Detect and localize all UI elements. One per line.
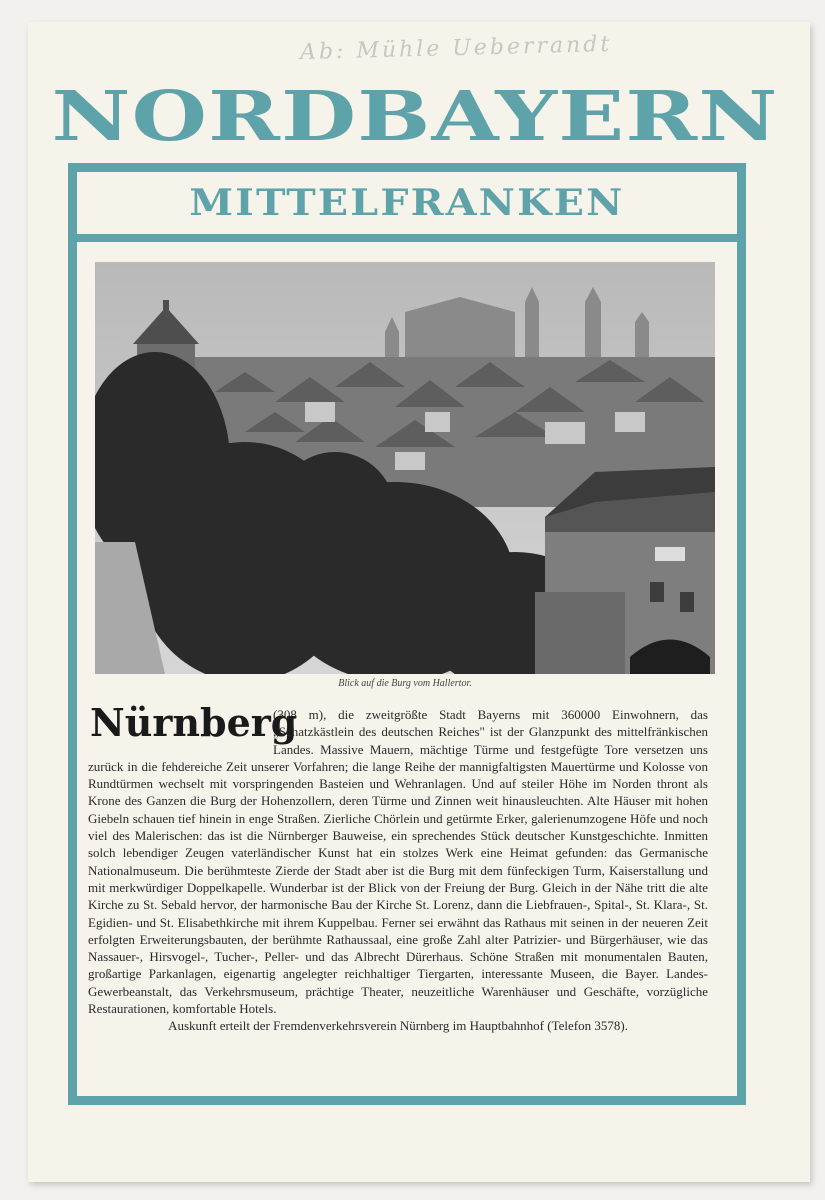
city-photo [95,262,715,674]
heading-spacer [88,706,273,754]
contact-line: Auskunft erteilt der Fremdenverkehrsverein Nürnberg im Hauptbahnhof (Telefon 3578). [168,1018,628,1034]
description-paragraph: (308 m), die zweitgrößte Stadt Bayerns mit 360000 Einwohnern, das „Schatzkästlein des deutschen Reiches" ist der Glanzpunkt des mittelfränkischen Landes. Massive Mauern, mächtige Türme und festgefügte Tore versetzen uns zurück in die fehdereiche Zeit unserer Vorfahren; die lange Reihe der mannigfaltigsten Mauertürme und Kolosse von Rundtürmen wechselt mit vorspringenden Basteien und Wehranlagen. Und auf steiler Höhe im Norden thront als Krone des Ganzen die Burg der Hohenzollern, deren Türme und Zinnen weit hinausleuchten. Alte Häuser mit hohen Giebeln schauen tief hinein in enge Straßen. Zierliche Chörlein und getürmte Erker, galerienumzogene Höfe und noch viel des Malerischen: das ist die Nürnberger Bauweise, ein sprechendes Stück deutscher Kunstgeschichte. Inmitten solch lebendiger Zeugen vaterländischer Kunst hat ein stolzes Werk eine Heimat gefunden: das Germanische Nationalmuseum. Die berühmteste Zierde der Stadt aber ist die Burg mit dem fünfeckigen Turm, Kaiserstallung und mit merkwürdiger Doppelkapelle. Wunderbar ist der Blick von der Freiung der Burg. Gleich in der Nähe tritt die alte Kirche zu St. Sebald hervor, der harmonische Bau der Kirche St. Lorenz, dann die Liebfrauen-, Spital-, St. Klara-, St. Egidien- und St. Elisabethkirche mit ihrem Kuppelbau. Ferner sei erwähnt das Rathaus mit seinen in der neueren Zeit erfolgten Erweiterungsbauten, der berühmte Rathaussaal, eine große Zahl alter Patrizier- und Bürgerhäuser, wie das Nassauer-, Hirsvogel-, Tucher-, Peller- und das Albrecht Dürerhaus. Schöne Straßen mit monumentalen Bauten, großartige Parkanlagen, eigenartig angelegter reichhaltiger Tiergarten, interessante Museen, die Bayer. Landes-Gewerbeanstalt, das Verkehrsmuseum, prächtige Theater, neuzeitliche Warenhäuser und Geschäfte, vorzügliche Restaurationen, komfortable Hotels. [88,707,708,1017]
handwritten-note: Ab: Mühle Ueberrandt [299,31,613,66]
city-heading: Nürnberg [90,700,298,745]
body-text [88,706,708,1098]
subtitle: MITTELFRANKEN [189,182,625,224]
subtitle-box [77,172,737,242]
masthead-title: NORDBAYERN [51,75,779,156]
photo-caption: Blick auf die Burg vom Hallertor. [338,678,472,689]
